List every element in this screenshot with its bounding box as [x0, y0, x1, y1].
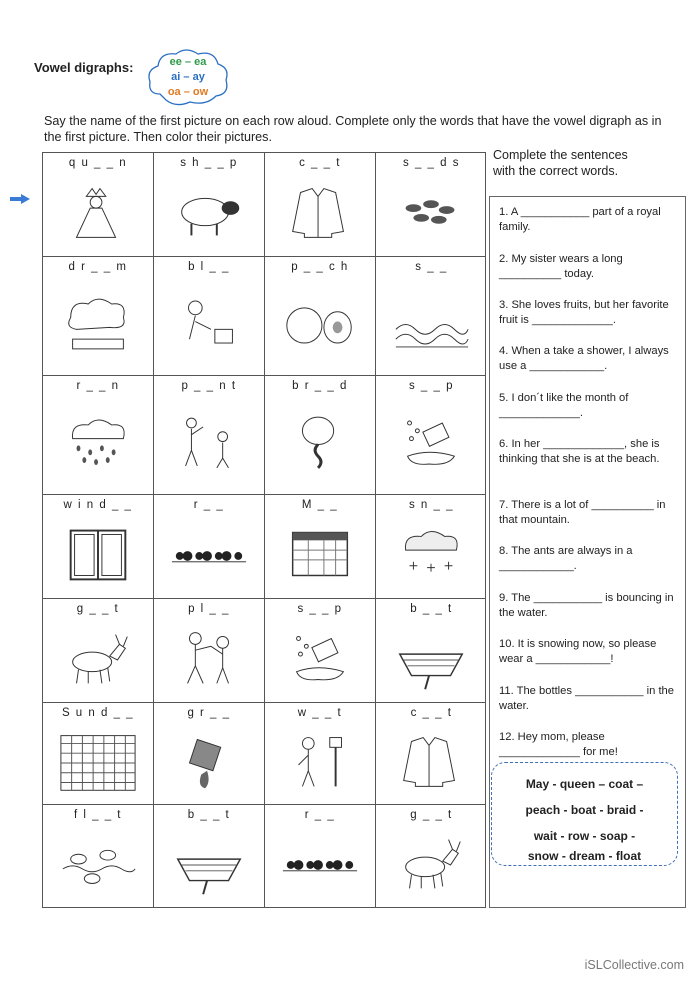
sentence-item[interactable]: 11. The bottles ___________ in the water.	[499, 685, 675, 712]
grid-cell	[43, 599, 154, 702]
word-blank[interactable]: p l _ _	[188, 603, 230, 615]
word-bank-line: snow - dream - float	[527, 849, 642, 863]
sentence-item[interactable]: 1. A ___________ part of a royal family.	[499, 206, 661, 233]
window-icon	[57, 517, 139, 591]
goat-icon	[57, 621, 139, 695]
grid-cell	[43, 153, 154, 256]
word-blank[interactable]: b r _ _ d	[292, 380, 348, 392]
grid-cell	[265, 257, 376, 375]
seeds-icon	[390, 175, 472, 249]
grid-cell	[43, 257, 154, 375]
word-blank[interactable]: s _ _	[415, 261, 448, 273]
grid-row	[43, 495, 485, 599]
braid-icon	[279, 398, 361, 487]
arrow-right-icon	[10, 191, 30, 201]
ants-row-icon	[168, 517, 250, 591]
grid-row	[43, 153, 485, 257]
sentence-item[interactable]: 3. She loves fruits, but her favorite fruit is _____________.	[499, 299, 669, 326]
digraph-ai-ay: ai – ay	[171, 71, 205, 83]
grid-row	[43, 257, 485, 376]
grid-cell	[376, 495, 487, 598]
sentence-item[interactable]: 4. When a take a shower, I always use a ____________.	[499, 345, 669, 372]
snow-icon	[390, 517, 472, 591]
coat-icon	[390, 725, 472, 797]
rain-icon	[57, 398, 139, 487]
word-blank[interactable]: g _ _ t	[76, 603, 120, 615]
soap-icon	[279, 621, 361, 695]
sea-icon	[390, 279, 472, 368]
word-bank	[491, 762, 678, 866]
sentences-title: Complete the sentences with the correct words.	[493, 148, 628, 178]
grid-cell	[265, 703, 376, 804]
goat-icon	[390, 827, 472, 899]
play-icon	[168, 621, 250, 695]
grid-cell	[154, 599, 265, 702]
word-blank[interactable]: d r _ _ m	[68, 261, 128, 273]
word-blank[interactable]: s n _ _	[408, 499, 455, 511]
word-blank[interactable]: M _ _	[301, 499, 339, 511]
float-icon	[57, 827, 139, 899]
word-blank[interactable]: s _ _ p	[408, 380, 455, 392]
coat-icon	[279, 175, 361, 249]
word-blank[interactable]: s _ _ p	[297, 603, 343, 615]
grid-row	[43, 805, 485, 907]
calendar-icon	[279, 517, 361, 591]
word-blank[interactable]: c _ _ t	[299, 157, 341, 169]
grid-cell	[265, 495, 376, 598]
word-blank[interactable]: p _ _ n t	[181, 380, 237, 392]
grid-cell	[265, 153, 376, 256]
grid-cell	[376, 805, 487, 907]
grid-cell	[376, 153, 487, 256]
gray-paint-icon	[168, 725, 250, 797]
word-bank-line: wait - row - soap -	[533, 829, 636, 843]
word-blank[interactable]: s _ _ d s	[403, 157, 460, 169]
word-blank[interactable]: r _ _	[304, 809, 336, 821]
word-blank[interactable]: q u _ _ n	[68, 157, 128, 169]
grid-cell	[265, 599, 376, 702]
sentence-item[interactable]: 8. The ants are always in a ____________.	[499, 545, 633, 572]
grid-cell	[154, 376, 265, 494]
grid-cell	[43, 376, 154, 494]
soap-icon	[390, 398, 472, 487]
digraph-ee-ea: ee – ea	[169, 56, 207, 68]
word-blank[interactable]: r _ _ n	[76, 380, 120, 392]
dream-icon	[57, 279, 139, 368]
grid-cell	[265, 376, 376, 494]
sentence-item[interactable]: 7. There is a lot of __________ in that mountain.	[499, 499, 666, 526]
grid-cell	[43, 703, 154, 804]
sentence-item[interactable]: 9. The ___________ is bouncing in the water.	[499, 592, 674, 619]
grid-cell	[154, 703, 265, 804]
grid-row	[43, 599, 485, 703]
peach-icon	[279, 279, 361, 368]
sentence-item[interactable]: 5. I don´t like the month of _____________.	[499, 392, 629, 419]
grid-cell	[154, 805, 265, 907]
grid-cell	[265, 805, 376, 907]
word-blank[interactable]: s h _ _ p	[180, 157, 238, 169]
word-blank[interactable]: b l _ _	[188, 261, 230, 273]
word-blank[interactable]: g _ _ t	[410, 809, 453, 821]
grid-cell	[154, 153, 265, 256]
calendar-grid-icon	[57, 725, 139, 797]
sheep-icon	[168, 175, 250, 249]
grid-cell	[376, 376, 487, 494]
grid-cell	[376, 257, 487, 375]
grid-cell	[376, 599, 487, 702]
word-blank[interactable]: g r _ _	[187, 707, 231, 719]
boat-icon	[168, 827, 250, 899]
grid-cell	[43, 495, 154, 598]
sentence-item[interactable]: 6. In her _____________, she is thinking that she is at the beach.	[499, 438, 660, 465]
word-blank[interactable]: b _ _ t	[410, 603, 453, 615]
wait-icon	[279, 725, 361, 797]
digraph-cloud	[146, 48, 230, 106]
word-blank[interactable]: c _ _ t	[410, 707, 453, 719]
grid-row	[43, 703, 485, 805]
instructions: Say the name of the first picture on each row aloud. Complete only the words that have the vowel digraph as in the first picture. Then color their pictures.	[44, 114, 662, 144]
queen-icon	[57, 175, 139, 249]
grid-cell	[43, 805, 154, 907]
word-blank[interactable]: S u n d _ _	[61, 707, 135, 719]
word-bank-line: peach - boat - braid -	[525, 803, 644, 817]
site-watermark: iSLCollective.com	[584, 958, 684, 972]
sentence-item[interactable]: 12. Hey mom, please _____________ for me!	[499, 731, 618, 758]
grid-cell	[154, 257, 265, 375]
sentence-item[interactable]: 10. It is snowing now, so please wear a ____________!	[499, 638, 657, 665]
boat-icon	[390, 621, 472, 695]
blow-icon	[168, 279, 250, 368]
ants-row-icon	[279, 827, 361, 899]
paint-icon	[168, 398, 250, 487]
word-bank-line: May - queen – coat –	[525, 777, 644, 791]
grid-cell	[376, 703, 487, 804]
picture-grid	[42, 152, 486, 908]
word-blank[interactable]: w _ _ t	[297, 707, 343, 719]
digraph-oa-ow: oa – ow	[167, 86, 209, 98]
grid-cell	[154, 495, 265, 598]
word-blank[interactable]: b _ _ t	[187, 809, 231, 821]
grid-row	[43, 376, 485, 495]
sentence-item[interactable]: 2. My sister wears a long __________ today.	[499, 253, 623, 280]
worksheet-title: Vowel digraphs:	[34, 60, 134, 75]
word-blank[interactable]: p _ _ c h	[291, 261, 349, 273]
word-blank[interactable]: r _ _	[193, 499, 225, 511]
word-blank[interactable]: f l _ _ t	[73, 809, 123, 821]
word-blank[interactable]: w i n d _ _	[63, 499, 133, 511]
